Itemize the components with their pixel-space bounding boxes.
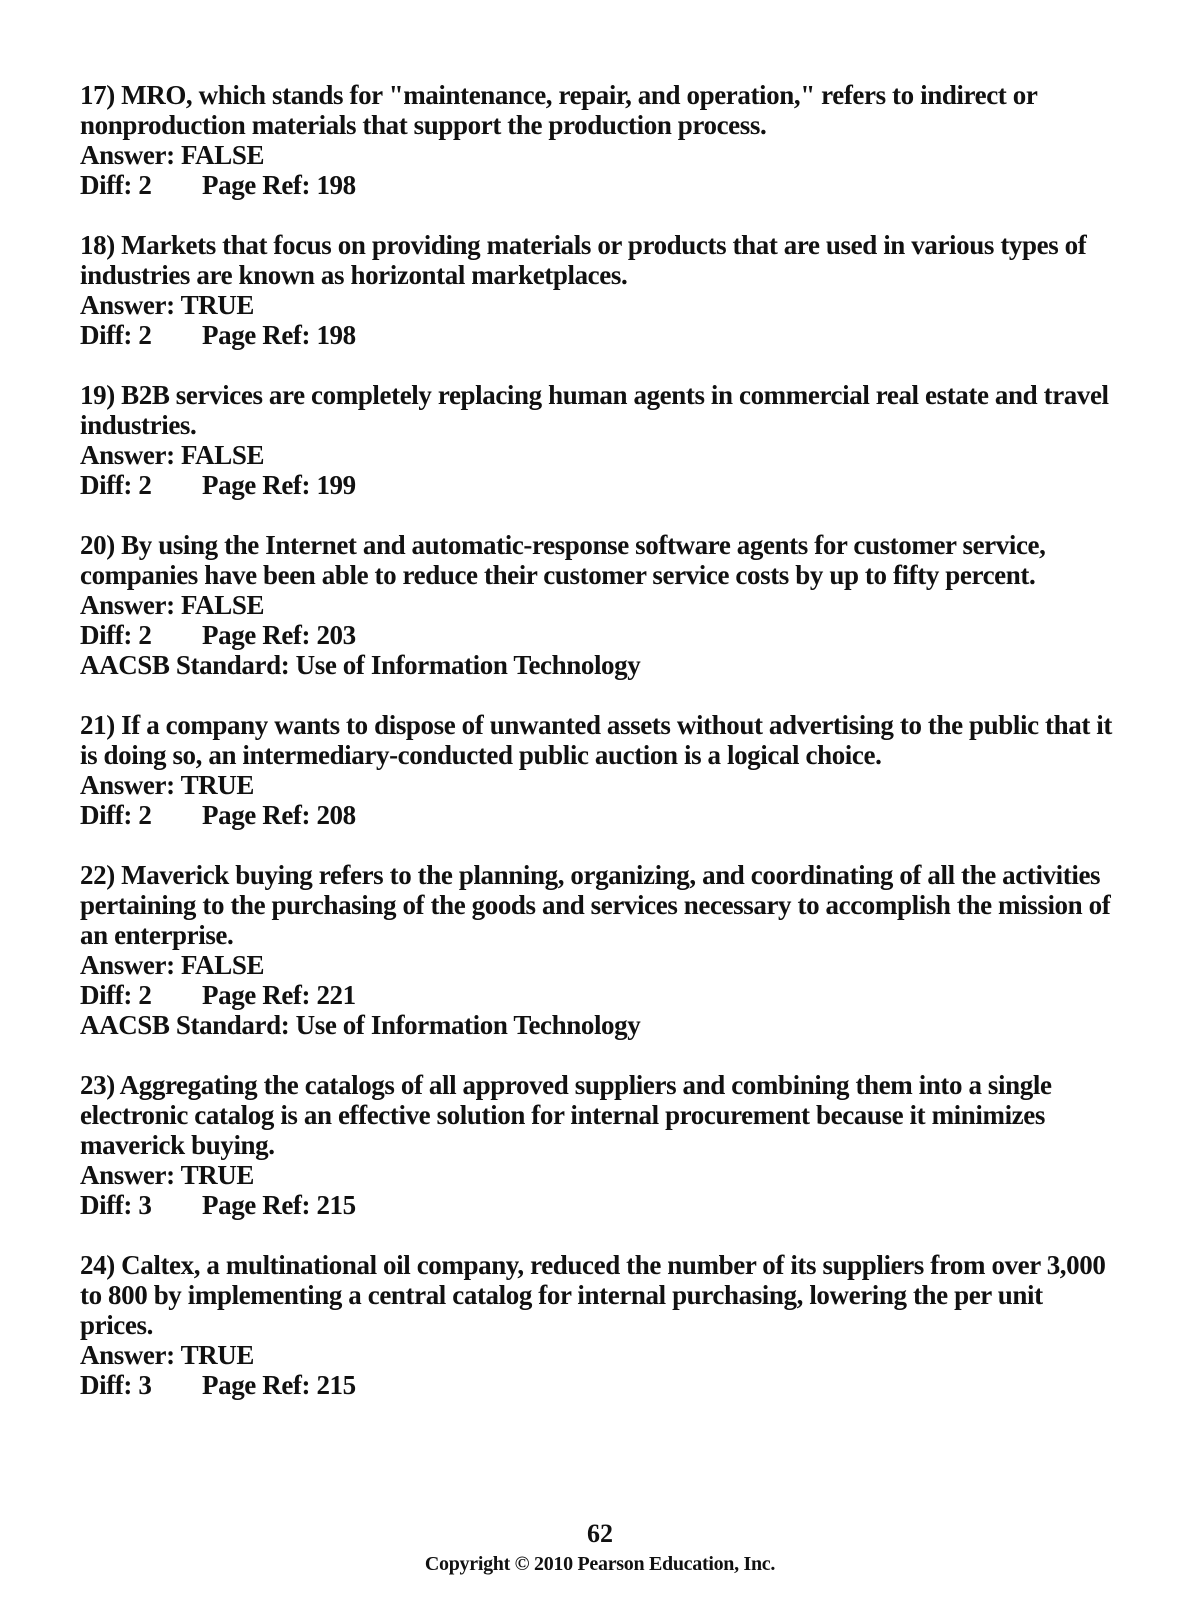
- page-ref-label: Page Ref:: [202, 800, 311, 830]
- answer-label: Answer:: [80, 770, 175, 800]
- answer-label: Answer:: [80, 1160, 175, 1190]
- question-item: [80, 80, 1120, 200]
- page-ref-value: 199: [316, 470, 356, 500]
- answer-label: Answer:: [80, 290, 175, 320]
- diff-part: [80, 170, 202, 200]
- answer-label: Answer:: [80, 440, 175, 470]
- page-ref-value: 215: [316, 1190, 356, 1220]
- answer-line: [80, 1340, 1120, 1370]
- answer-label: Answer:: [80, 140, 175, 170]
- diff-value: 3: [138, 1370, 152, 1400]
- answer-value: FALSE: [181, 950, 265, 980]
- diff-value: 2: [138, 470, 152, 500]
- question-text: 18) Markets that focus on providing materials or products that are used in various types of industries are known as horizontal marketplaces.: [80, 230, 1087, 290]
- answer-line: [80, 590, 1120, 620]
- question-item: [80, 1070, 1120, 1220]
- question-text: 23) Aggregating the catalogs of all approved suppliers and combining them into a single electronic catalog is an effective solution for internal procurement because it minimizes maverick buying.: [80, 1070, 1052, 1160]
- aacsb-line: [80, 1010, 1120, 1040]
- page-ref-value: 198: [316, 320, 356, 350]
- diff-part: [80, 470, 202, 500]
- question-text: 22) Maverick buying refers to the planning, organizing, and coordinating of all the activities pertaining to the purchasing of the goods and services necessary to accomplish the mission of an enterprise.: [80, 860, 1111, 950]
- diff-value: 2: [138, 980, 152, 1010]
- diff-value: 3: [138, 1190, 152, 1220]
- diff-label: Diff:: [80, 620, 132, 650]
- diff-label: Diff:: [80, 980, 132, 1010]
- answer-line: [80, 440, 1120, 470]
- diff-label: Diff:: [80, 470, 132, 500]
- page-ref-label: Page Ref:: [202, 320, 311, 350]
- answer-line: [80, 1160, 1120, 1190]
- diff-line: [80, 320, 1120, 350]
- answer-value: FALSE: [181, 590, 265, 620]
- answer-line: [80, 140, 1120, 170]
- diff-part: [80, 800, 202, 830]
- diff-line: [80, 170, 1120, 200]
- question-item: [80, 380, 1120, 500]
- answer-value: FALSE: [181, 140, 265, 170]
- diff-line: [80, 1370, 1120, 1400]
- page-ref-label: Page Ref:: [202, 170, 311, 200]
- diff-label: Diff:: [80, 170, 132, 200]
- page-number: 62: [587, 1519, 613, 1548]
- answer-label: Answer:: [80, 590, 175, 620]
- diff-label: Diff:: [80, 320, 132, 350]
- diff-part: [80, 1370, 202, 1400]
- page-ref-label: Page Ref:: [202, 1190, 311, 1220]
- page-ref-value: 198: [316, 170, 356, 200]
- diff-line: [80, 620, 1120, 650]
- page-ref-value: 215: [316, 1370, 356, 1400]
- answer-value: TRUE: [180, 770, 254, 800]
- diff-line: [80, 1190, 1120, 1220]
- aacsb-label: AACSB Standard:: [80, 650, 290, 680]
- page-ref-value: 221: [316, 980, 356, 1010]
- page-ref-label: Page Ref:: [202, 980, 311, 1010]
- diff-label: Diff:: [80, 800, 132, 830]
- diff-line: [80, 800, 1120, 830]
- page-ref-value: 203: [316, 620, 356, 650]
- answer-label: Answer:: [80, 1340, 175, 1370]
- page-ref-label: Page Ref:: [202, 1370, 311, 1400]
- aacsb-value: Use of Information Technology: [295, 650, 641, 680]
- diff-label: Diff:: [80, 1190, 132, 1220]
- diff-value: 2: [138, 170, 152, 200]
- diff-line: [80, 470, 1120, 500]
- diff-value: 2: [138, 800, 152, 830]
- page-ref-value: 208: [316, 800, 356, 830]
- question-item: [80, 1250, 1120, 1400]
- diff-line: [80, 980, 1120, 1010]
- answer-value: FALSE: [181, 440, 265, 470]
- diff-part: [80, 620, 202, 650]
- question-text: 19) B2B services are completely replacing human agents in commercial real estate and travel industries.: [80, 380, 1109, 440]
- question-text: 17) MRO, which stands for "maintenance, repair, and operation," refers to indirect or nonproduction materials that support the production process.: [80, 80, 1037, 140]
- answer-label: Answer:: [80, 950, 175, 980]
- diff-value: 2: [138, 620, 152, 650]
- diff-label: Diff:: [80, 1370, 132, 1400]
- aacsb-line: [80, 650, 1120, 680]
- answer-value: TRUE: [180, 1160, 254, 1190]
- diff-part: [80, 1190, 202, 1220]
- question-item: [80, 530, 1120, 680]
- answer-line: [80, 950, 1120, 980]
- diff-part: [80, 980, 202, 1010]
- question-text: 21) If a company wants to dispose of unwanted assets without advertising to the public that it is doing so, an intermediary-conducted public auction is a logical choice.: [80, 710, 1112, 770]
- diff-value: 2: [138, 320, 152, 350]
- question-item: [80, 860, 1120, 1040]
- page-ref-label: Page Ref:: [202, 620, 311, 650]
- question-item: [80, 230, 1120, 350]
- aacsb-value: Use of Information Technology: [295, 1010, 641, 1040]
- answer-line: [80, 290, 1120, 320]
- diff-part: [80, 320, 202, 350]
- question-text: 24) Caltex, a multinational oil company, reduced the number of its suppliers from over 3,000 to 800 by implementing a central catalog for internal purchasing, lowering the per unit prices.: [80, 1250, 1106, 1340]
- copyright-notice: Copyright © 2010 Pearson Education, Inc.: [424, 1553, 776, 1575]
- question-text: 20) By using the Internet and automatic-response software agents for customer service, companies have been able to reduce their customer service costs by up to fifty percent.: [80, 530, 1046, 590]
- answer-line: [80, 770, 1120, 800]
- answer-value: TRUE: [180, 290, 254, 320]
- question-list: [80, 80, 1120, 1430]
- page-ref-label: Page Ref:: [202, 470, 311, 500]
- aacsb-label: AACSB Standard:: [80, 1010, 290, 1040]
- answer-value: TRUE: [180, 1340, 254, 1370]
- question-item: [80, 710, 1120, 830]
